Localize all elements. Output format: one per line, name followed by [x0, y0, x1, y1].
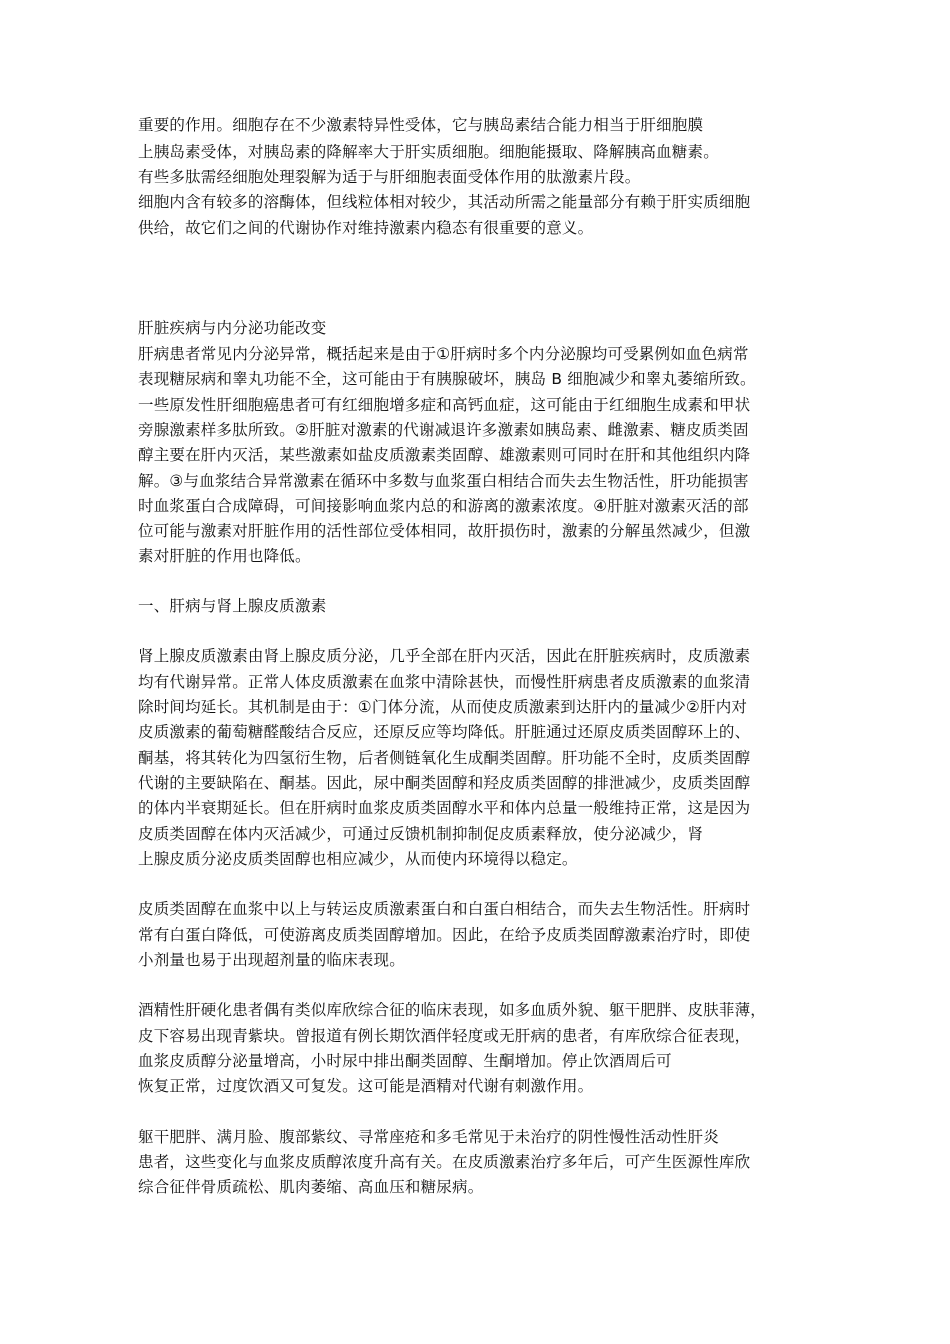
intro-line: 供给，故它们之间的代谢协作对维持激素内稳态有很重要的意义。	[138, 219, 594, 237]
section-line: 解。③与血浆结合异常激素在循环中多数与血浆蛋白相结合而失去生物活性，肝功能损害	[138, 472, 749, 490]
intro-line: 有些多肽需经细胞处理裂解为适于与肝细胞表面受体作用的肽激素片段。	[138, 168, 641, 186]
paragraph-line: 代谢的主要缺陷在、酮基。因此，尿中酮类固醇和羟皮质类固醇的排泄减少，皮质类固醇	[138, 774, 751, 792]
paragraph-line: 皮下容易出现青紫块。曾报道有例长期饮酒伴轻度或无肝病的患者，有库欣综合征表现，	[138, 1027, 751, 1045]
paragraph-line: 均有代谢异常。正常人体皮质激素在血浆中清除甚快，而慢性肝病患者皮质激素的血浆清	[138, 673, 751, 691]
intro-line: 重要的作用。细胞存在不少激素特异性受体，它与胰岛素结合能力相当于肝细胞膜	[138, 116, 704, 134]
subsection-title: 一、肝病与肾上腺皮质激素	[138, 597, 327, 615]
section-line: 肝病患者常见内分泌异常，概括起来是由于①肝病时多个内分泌腺均可受累例如血色病常	[138, 345, 749, 363]
section-line: 表现糖尿病和睾丸功能不全，这可能由于有胰腺破坏，胰岛 B 细胞减少和睾丸萎缩所致。	[138, 370, 756, 388]
paragraph-line: 患者，这些变化与血浆皮质醇浓度升高有关。在皮质激素治疗多年后，可产生医源性库欣	[138, 1153, 751, 1171]
section-title: 肝脏疾病与内分泌功能改变	[138, 319, 327, 337]
paragraph-line: 小剂量也易于出现超剂量的临床表现。	[138, 951, 405, 969]
paragraph-line: 恢复正常，过度饮酒又可复发。这可能是酒精对代谢有刺激作用。	[138, 1077, 594, 1095]
section-line: 旁腺激素样多肽所致。②肝脏对激素的代谢减退许多激素如胰岛素、雌激素、糖皮质类固	[138, 421, 749, 439]
paragraph-line: 酒精性肝硬化患者偶有类似库欣综合征的临床表现，如多血质外貌、躯干肥胖、皮肤菲薄，	[138, 1001, 767, 1019]
paragraph-line: 上腺皮质分泌皮质类固醇也相应减少，从而使内环境得以稳定。	[138, 850, 578, 868]
paragraph-line: 皮质激素的葡萄糖醛酸结合反应，还原反应等均降低。肝脏通过还原皮质类固醇环上的、	[138, 723, 751, 741]
paragraph-line: 肾上腺皮质激素由肾上腺皮质分泌，几乎全部在肝内灭活，因此在肝脏疾病时，皮质激素	[138, 647, 751, 665]
paragraph-line: 除时间均延长。其机制是由于：①门体分流，从而使皮质激素到达肝内的量减少②肝内对	[138, 698, 748, 716]
paragraph-line: 血浆皮质醇分泌量增高，小时尿中排出酮类固醇、生酮增加。停止饮酒周后可	[138, 1052, 672, 1070]
section-line: 醇主要在肝内灭活，某些激素如盐皮质激素类固醇、雄激素则可同时在肝和其他组织内降	[138, 446, 751, 464]
paragraph-line: 综合征伴骨质疏松、肌肉萎缩、高血压和糖尿病。	[138, 1178, 484, 1196]
paragraph-line: 常有白蛋白降低，可使游离皮质类固醇增加。因此，在给予皮质类固醇激素治疗时，即使	[138, 926, 751, 944]
intro-line: 细胞内含有较多的溶酶体，但线粒体相对较少，其活动所需之能量部分有赖于肝实质细胞	[138, 193, 751, 211]
section-line: 时血浆蛋白合成障碍，可间接影响血浆内总的和游离的激素浓度。④肝脏对激素灭活的部	[138, 497, 749, 515]
paragraph-line: 酮基，将其转化为四氢衍生物，后者侧链氧化生成酮类固醇。肝功能不全时，皮质类固醇	[138, 749, 751, 767]
paragraph-line: 躯干肥胖、满月脸、腹部紫纹、寻常座疮和多毛常见于未治疗的阴性慢性活动性肝炎	[138, 1128, 719, 1146]
section-line: 一些原发性肝细胞癌患者可有红细胞增多症和高钙血症，这可能由于红细胞生成素和甲状	[138, 396, 751, 414]
paragraph-line: 皮质类固醇在体内灭活减少，可通过反馈机制抑制促皮质素释放，使分泌减少，肾	[138, 825, 704, 843]
section-line: 位可能与激素对肝脏作用的活性部位受体相同，故肝损伤时，激素的分解虽然减少，但激	[138, 522, 751, 540]
paragraph-line: 的体内半衰期延长。但在肝病时血浆皮质类固醇水平和体内总量一般维持正常，这是因为	[138, 799, 751, 817]
section-line: 素对肝脏的作用也降低。	[138, 547, 311, 565]
intro-line: 上胰岛素受体，对胰岛素的降解率大于肝实质细胞。细胞能摄取、降解胰高血糖素。	[138, 143, 719, 161]
paragraph-line: 皮质类固醇在血浆中以上与转运皮质激素蛋白和白蛋白相结合，而失去生物活性。肝病时	[138, 900, 751, 918]
